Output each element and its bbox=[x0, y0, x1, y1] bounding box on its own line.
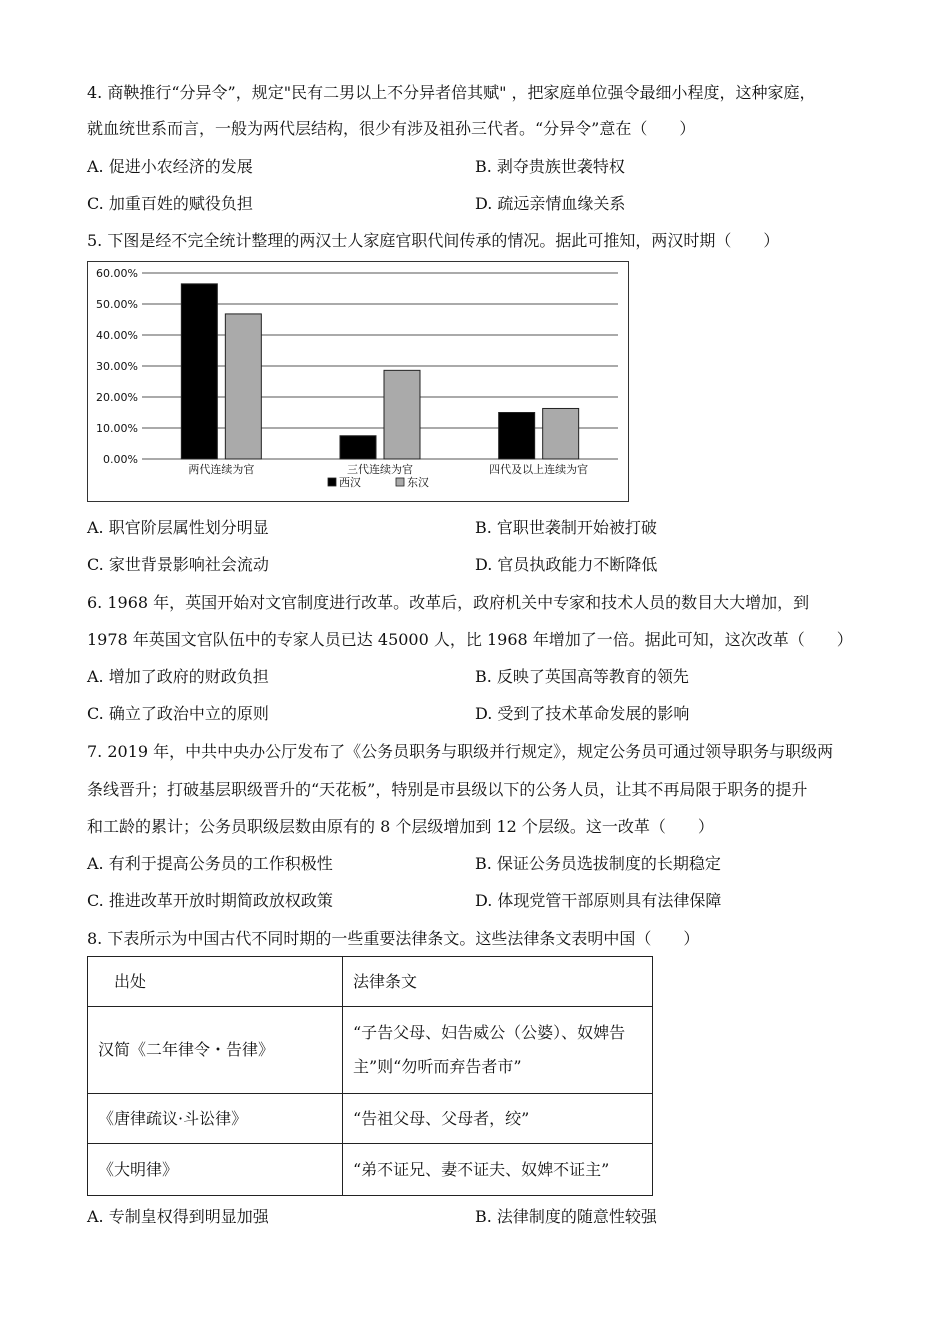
law-table-header-row bbox=[88, 957, 653, 1007]
x-tick-label: 四代及以上连续为官 bbox=[489, 463, 589, 476]
y-tick-label: 30.00% bbox=[96, 360, 138, 373]
header-text: 法律条文 bbox=[343, 957, 653, 1007]
bar-series2 bbox=[225, 314, 261, 459]
y-tick-label: 20.00% bbox=[96, 391, 138, 404]
table-row bbox=[88, 1094, 653, 1144]
bar-series2 bbox=[543, 408, 579, 459]
q8-option-a[interactable]: A. 专制皇权得到明显加强 bbox=[87, 1207, 269, 1226]
q4-stem-line1: 4. 商鞅推行“分异令”，规定"民有二男以上不分异者倍其赋" ，把家庭单位强令最细小程度，这种家庭， bbox=[87, 83, 816, 102]
q7-stem-line2: 条线晋升；打破基层职级晋升的“天花板”，特别是市县级以下的公务人员，让其不再局限于职务的提升 bbox=[87, 780, 808, 799]
bar-series2 bbox=[384, 370, 420, 459]
legend-swatch bbox=[396, 478, 404, 486]
bar-series1 bbox=[181, 284, 217, 459]
row-text: “告祖父母、父母者，绞” bbox=[343, 1094, 653, 1144]
q5-option-c[interactable]: C. 家世背景影响社会流动 bbox=[87, 555, 269, 574]
row-text-line: 主”则“勿听而弃告者市” bbox=[353, 1057, 522, 1076]
x-tick-label: 三代连续为官 bbox=[347, 463, 413, 476]
q4-option-a[interactable]: A. 促进小农经济的发展 bbox=[87, 157, 253, 176]
x-tick-label: 两代连续为官 bbox=[188, 463, 255, 476]
q7-option-b[interactable]: B. 保证公务员选拔制度的长期稳定 bbox=[475, 854, 721, 873]
row-text bbox=[343, 1007, 653, 1094]
row-source: 《唐律疏议·斗讼律》 bbox=[88, 1094, 343, 1144]
bar-chart-svg bbox=[88, 262, 628, 501]
bar-chart bbox=[87, 261, 629, 502]
y-tick-label: 10.00% bbox=[96, 422, 138, 435]
table-row bbox=[88, 1144, 653, 1196]
q6-stem-line1: 6. 1968 年，英国开始对文官制度进行改革。改革后，政府机关中专家和技术人员的数目大大增加，到 bbox=[87, 593, 810, 612]
q6-option-d[interactable]: D. 受到了技术革命发展的影响 bbox=[475, 704, 690, 723]
q4-option-d[interactable]: D. 疏远亲情血缘关系 bbox=[475, 194, 626, 213]
q5-stem: 5. 下图是经不完全统计整理的两汉士人家庭官职代间传承的情况。据此可推知，两汉时期（ ） bbox=[87, 231, 780, 250]
q8-stem: 8. 下表所示为中国古代不同时期的一些重要法律条文。这些法律条文表明中国（ ） bbox=[87, 929, 700, 948]
q4-option-c[interactable]: C. 加重百姓的赋役负担 bbox=[87, 194, 253, 213]
legend-label: 东汉 bbox=[407, 476, 429, 489]
q7-stem-line3: 和工龄的累计；公务员职级层数由原有的 8 个层级增加到 12 个层级。这一改革（ ） bbox=[87, 817, 714, 836]
q6-stem-line2: 1978 年英国文官队伍中的专家人员已达 45000 人，比 1968 年增加了一倍。据此可知，这次改革（ ） bbox=[87, 630, 853, 649]
row-source: 汉简《二年律令・告律》 bbox=[88, 1007, 343, 1094]
y-tick-label: 50.00% bbox=[96, 298, 138, 311]
y-tick-label: 0.00% bbox=[103, 453, 138, 466]
table-row bbox=[88, 1007, 653, 1094]
q4-option-b[interactable]: B. 剥夺贵族世袭特权 bbox=[475, 157, 625, 176]
q5-option-b[interactable]: B. 官职世袭制开始被打破 bbox=[475, 518, 657, 537]
q4-stem-line2: 就血统世系而言，一般为两代层结构，很少有涉及祖孙三代者。“分异令”意在（ ） bbox=[87, 119, 696, 138]
row-source: 《大明律》 bbox=[88, 1144, 343, 1196]
header-source: 出处 bbox=[88, 957, 343, 1007]
row-text-line: “子告父母、妇告威公（公婆）、奴婢告 bbox=[353, 1023, 626, 1042]
law-table bbox=[87, 956, 653, 1196]
legend-swatch bbox=[328, 478, 336, 486]
q6-option-b[interactable]: B. 反映了英国高等教育的领先 bbox=[475, 667, 689, 686]
q7-option-d[interactable]: D. 体现党管干部原则具有法律保障 bbox=[475, 891, 722, 910]
q7-option-a[interactable]: A. 有利于提高公务员的工作积极性 bbox=[87, 854, 333, 873]
legend-label: 西汉 bbox=[339, 476, 361, 489]
q7-option-c[interactable]: C. 推进改革开放时期简政放权政策 bbox=[87, 891, 333, 910]
q5-option-d[interactable]: D. 官员执政能力不断降低 bbox=[475, 555, 658, 574]
y-tick-label: 60.00% bbox=[96, 267, 138, 280]
y-tick-label: 40.00% bbox=[96, 329, 138, 342]
bar-series1 bbox=[340, 436, 376, 459]
bar-series1 bbox=[499, 413, 535, 460]
row-text: “弟不证兄、妻不证夫、奴婢不证主” bbox=[343, 1144, 653, 1196]
q6-option-a[interactable]: A. 增加了政府的财政负担 bbox=[87, 667, 269, 686]
q6-option-c[interactable]: C. 确立了政治中立的原则 bbox=[87, 704, 269, 723]
q5-option-a[interactable]: A. 职官阶层属性划分明显 bbox=[87, 518, 269, 537]
q8-option-b[interactable]: B. 法律制度的随意性较强 bbox=[475, 1207, 657, 1226]
q7-stem-line1: 7. 2019 年，中共中央办公厅发布了《公务员职务与职级并行规定》，规定公务员可通过领导职务与职级两 bbox=[87, 742, 834, 761]
